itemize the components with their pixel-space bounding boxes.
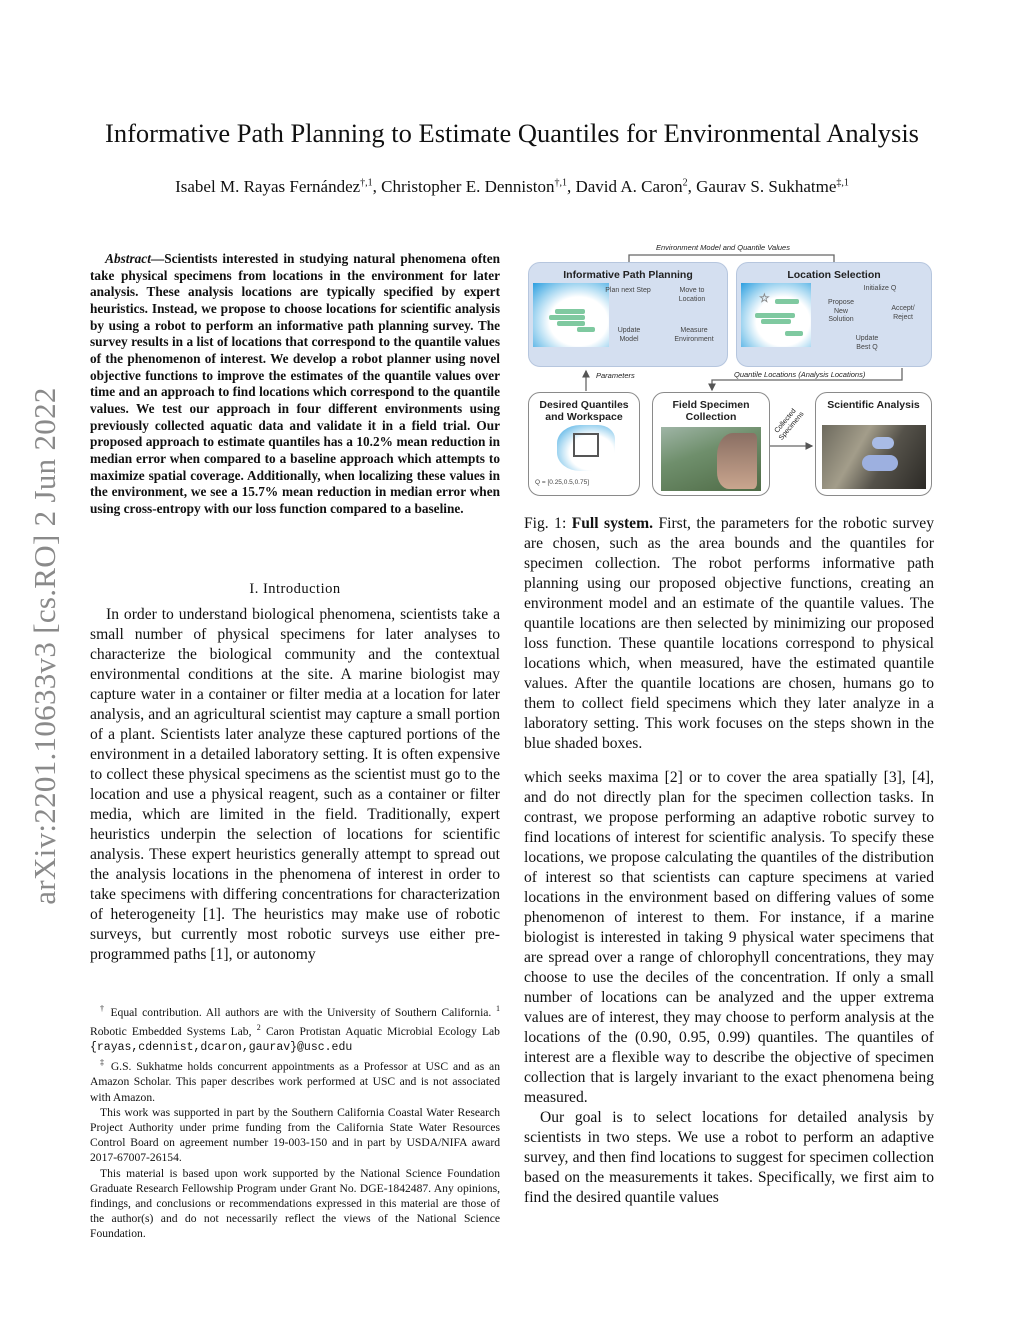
plan-step: Plan next Step: [605, 287, 651, 294]
author-name: Gaurav S. Sukhatme: [696, 177, 837, 196]
author-emails[interactable]: {rayas,cdennist,dcaron,gaurav}@usc.edu: [90, 1041, 353, 1055]
ipp-box: [528, 262, 728, 367]
environment-map: [741, 283, 811, 347]
desired-quantiles-box: [528, 392, 640, 496]
env-model-label: Environment Model and Quantile Values: [656, 243, 790, 252]
author-affiliation: ‡,1: [836, 177, 849, 189]
footnote-text: Caron Protistan Aquatic Microbial Ecology Lab: [265, 1024, 500, 1038]
analysis-title: Scientific Analysis: [827, 399, 920, 411]
separator: ,: [687, 177, 697, 196]
author-name: Christopher E. Denniston: [381, 177, 555, 196]
paper-title: Informative Path Planning to Estimate Quantiles for Environmental Analysis: [105, 118, 919, 148]
update-best-q: Update Best Q: [855, 335, 879, 351]
environment-map: [533, 283, 609, 347]
author-affiliation: †,1: [554, 177, 567, 189]
quantiles-value: Q = [0.25,0.5,0.75]: [535, 479, 590, 486]
workspace-map: [557, 425, 615, 471]
author-affiliation: 2: [682, 177, 688, 189]
author: [575, 177, 696, 196]
footnotes: [90, 1001, 500, 1242]
footnote-text: Robotic Embedded Systems Lab,: [90, 1024, 252, 1038]
star-icon: ☆: [759, 291, 770, 305]
caption-text: [524, 514, 934, 754]
abstract-text: Scientists interested in studying natural phenomena often take physical specimens from locations in the environment for later analysis. These analysis locations are typically specified by expert heuristics. Instead, we propose to choose locations for scientific analysis by using a robot to perform an informative path planning survey. The survey results in a list of locations that correspond to the quantile values of the phenomenon of interest. We develop a robot planner using novel objective functions to improve the estimates of the quantile values over time and an approach to find locations which correspond to the quantile values. We test our approach in four different environments using previously collected aquatic data and validate it in a field trial. Our proposed approach to estimate quantiles has a 10.2% mean reduction in median error when compared to a baseline approach which attempts to maximize spatial coverage. Additionally, when localizing these values in the environment, we see a 15.7% mean reduction in median error when using cross-entropy with our loss function compared to a baseline.: [90, 251, 500, 516]
ipp-title: Informative Path Planning: [563, 269, 693, 281]
field-title: Field Specimen Collection: [672, 399, 750, 423]
author-affiliation: †,1: [360, 177, 373, 189]
abstract-label: Abstract: [105, 251, 151, 266]
author: [175, 177, 381, 196]
footnote-mark: ‡: [100, 1058, 106, 1068]
paragraph: which seeks maxima [2] or to cover the area spatially [3], [4], and do not directly plan for the specimen collection tasks. In contrast, we propose performing an adaptive robotic survey to find locations of interest for scientific analysis. To specify these locations, we propose calculating the quantiles of the distribution of interest so that scientists can capture specimens at varied locations in the environment based on differing values of some phenomenon of interest to them. For instance, if a marine biologist is interested in taking 9 physical water specimens that are spread over a range of chlorophyll concentrations, they may choose to use the deciles of the concentration. If only a small number of locations can be analyzed and the upper extrema values are of interest, they may choose to perform analysis at the locations of the (0.90, 0.95, 0.99) quantiles. The quantiles of interest are a flexible way to describe the objective of specimen collection that is largely invariant to the exact phenomena being measured.: [524, 769, 934, 1106]
footnote-text: G.S. Sukhatme holds concurrent appointments as a Professor at USC and as an Amazon Scholar. This paper describes work performed at USC and is not associated with Amazon.: [90, 1060, 500, 1104]
figure-caption: [524, 514, 934, 754]
move-to-location: Move to Location: [678, 287, 706, 303]
workspace-bounds: [573, 433, 599, 457]
author-name: David A. Caron: [575, 177, 683, 196]
footnote-sukhatme: [90, 1055, 500, 1104]
paragraph: In order to understand biological phenomena, scientists take a small number of physical specimens for later analyses to characterize the biological community and the contextual environmental conditions at the site. A marine biologist may capture water in a container or filter media at a location for later analysis, and an agricultural scientist may capture a small portion of a plant. Scientists later analyze these captured portions of the environment in a detailed laboratory setting. It is often expensive to collect these physical specimens as the scientist must go to the location and use a physical reagent, such as a container or filter media, which are limited in the field. Traditionally, expert heuristics underpin the selection of locations for scientific analysis. These expert heuristics generally attempt to spread out the analysis locations in the phenomena of interest in order to take specimens with differing concentrations for characterization of heterogeneity [1]. The heuristics may make use of robotic surveys, but currently most robotic surveys use either pre-programmed paths [1], or autonomy: [90, 606, 500, 963]
scientific-analysis-box: [815, 392, 932, 496]
field-photo: [661, 427, 761, 491]
accept-reject: Accept/ Reject: [891, 305, 915, 321]
measure-environment: Measure Environment: [674, 327, 714, 343]
caption-label: Fig. 1:: [524, 515, 567, 532]
author-name: Isabel M. Rayas Fernández: [175, 177, 361, 196]
separator: ,: [566, 177, 576, 196]
author: [381, 177, 575, 196]
caption-title: Full system.: [571, 515, 653, 532]
footnote-nsf: This material is based upon work supported by the National Science Foundation Graduate Research Fellowship Program under Grant No. DGE-1842487. Any opinions, findings, and conclusions or recommendations expressed in this material are those of the author(s) and do not necessarily reflect the views of the National Science Foundation.: [90, 1166, 500, 1241]
update-model: Update Model: [617, 327, 641, 343]
abstract-dash: —: [150, 251, 165, 266]
paragraph: Our goal is to select locations for detailed analysis by scientists in two steps. We use a robot to perform an adaptive survey, and then find locations to suggest for specimen collection based on the measurements it takes. Specifically, we first aim to find the desired quantile values: [524, 1109, 934, 1206]
lab-photo: [822, 425, 926, 489]
field-collection-box: [652, 392, 770, 496]
ls-title: Location Selection: [787, 269, 881, 281]
caption-body: First, the parameters for the robotic survey are chosen, such as the area bounds and the quantiles for specimen collection. The robot performs informative path planning using our proposed objective functions, creating an environment model and an estimate of the quantile values. The quantile locations are then selected by minimizing our proposed loss function. These quantile locations correspond to physical locations which, when measured, have the estimated quantile values. After the quantile locations are chosen, humans go to them to collect field specimens which they later analyze in a laboratory setting. This work focuses on the steps shown in the blue shaded boxes.: [524, 515, 935, 752]
author-list: [0, 177, 1024, 197]
section-heading: I. Introduction: [249, 581, 341, 597]
system-figure: [524, 238, 936, 500]
quantile-locations-label: Quantile Locations (Analysis Locations): [734, 370, 866, 379]
arxiv-identifier: arXiv:2201.10633v3 [cs.RO] 2 Jun 2022: [27, 387, 62, 905]
footnote-mark: †: [100, 1004, 106, 1013]
right-column-text: [524, 768, 934, 1208]
footnote-text: Equal contribution. All authors are with the University of Southern California.: [110, 1005, 492, 1019]
location-selection-box: [736, 262, 932, 367]
author: [696, 177, 849, 196]
collected-specimens-label: Collected Specimens: [773, 407, 806, 442]
introduction: [90, 605, 500, 965]
footnote-mark: 2: [256, 1023, 261, 1033]
parameters-label: Parameters: [596, 371, 635, 380]
desired-title: Desired Quantiles and Workspace: [539, 399, 629, 423]
abstract: [90, 251, 500, 518]
propose-solution: Propose New Solution: [827, 299, 855, 323]
footnote-equal-contribution: [90, 1001, 500, 1055]
initialize-q: Initialize Q: [863, 285, 897, 292]
footnote-funding: This work was supported in part by the Southern California Coastal Water Research Project Authority under prime funding from the California State Water Resources Control Board on agreement number 19-003-150 and in part by USDA/NIFA award 2017-67007-26154.: [90, 1105, 500, 1165]
footnote-mark: 1: [496, 1004, 501, 1013]
separator: ,: [372, 177, 382, 196]
